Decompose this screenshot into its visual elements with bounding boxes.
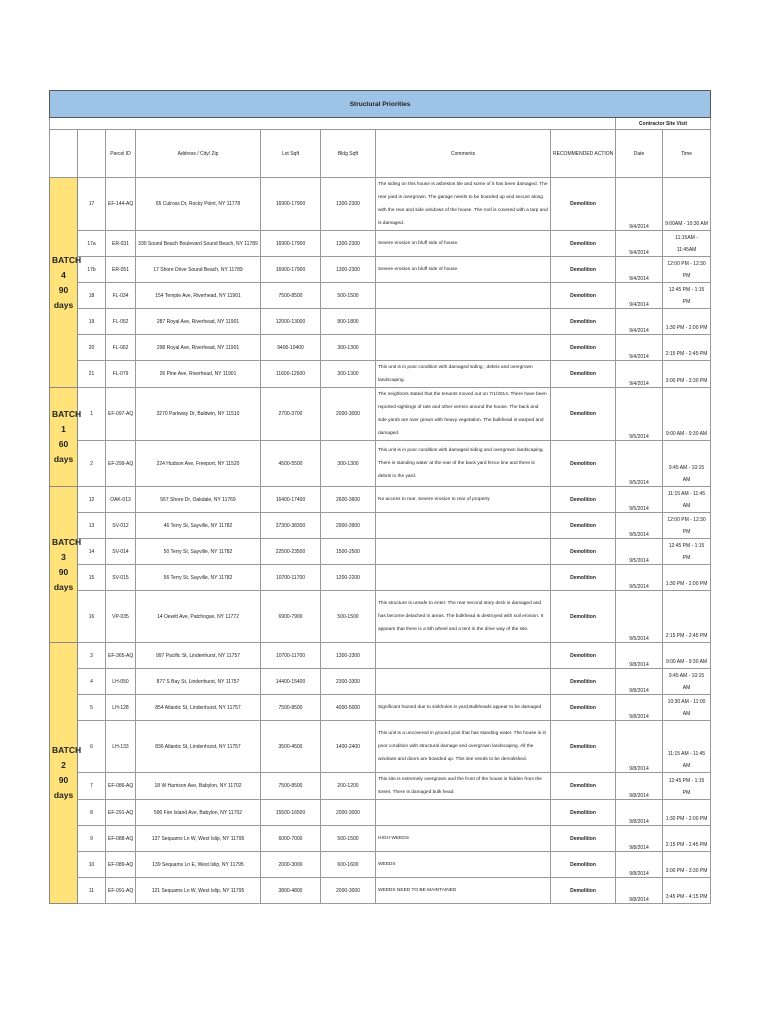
lot-sqft: 37300-38300 xyxy=(261,513,321,539)
address: 224 Hudson Ave, Freeport, NY 11520 xyxy=(136,441,261,487)
parcel-id: EF-097-AQ xyxy=(106,388,136,441)
bldg-sqft-header: Bldg Sqft xyxy=(321,130,376,178)
lot-sqft: 7500-8500 xyxy=(261,695,321,721)
lot-sqft: 2000-3000 xyxy=(261,852,321,878)
lot-sqft: 3800-4800 xyxy=(261,878,321,904)
table-row xyxy=(50,643,711,669)
visit-date: 9/5/2014 xyxy=(616,591,663,643)
parcel-id: ER-051 xyxy=(106,257,136,283)
address: 154 Temple Ave, Riverhead, NY 11901 xyxy=(136,283,261,309)
recommended-action: Demolition xyxy=(551,361,616,388)
bldg-sqft: 500-1500 xyxy=(321,826,376,852)
parcel-id: VP-035 xyxy=(106,591,136,643)
date-header: Date xyxy=(616,130,663,178)
bldg-sqft: 1300-2300 xyxy=(321,643,376,669)
bldg-sqft: 1400-2400 xyxy=(321,721,376,773)
address: 877 S Bay St, Lindenhurst, NY 11757 xyxy=(136,669,261,695)
comment xyxy=(376,643,551,669)
address: 14 Dewitt Ave, Patchogue, NY 11772 xyxy=(136,591,261,643)
row-number: 21 xyxy=(78,361,106,388)
batch-label xyxy=(50,487,82,643)
visit-date: 9/4/2014 xyxy=(616,309,663,335)
visit-date: 9/4/2014 xyxy=(616,231,663,257)
recommended-action: Demolition xyxy=(551,335,616,361)
batch-label xyxy=(50,643,82,904)
recommended-action: Demolition xyxy=(551,539,616,565)
parcel-id: OAK-013 xyxy=(106,487,136,513)
parcel-id: SV-012 xyxy=(106,513,136,539)
visit-time: 2:15 PM - 2:45 PM xyxy=(663,591,711,643)
recommended-action: Demolition xyxy=(551,669,616,695)
table-row xyxy=(50,335,711,361)
visit-time: 9:00AM - 10:30 AM xyxy=(663,178,711,231)
parcel-id: FL-079 xyxy=(106,361,136,388)
table-row xyxy=(50,591,711,643)
visit-time: 10:30 AM - 11:00 AM xyxy=(663,695,711,721)
address: 50 Terry St, Sayville, NY 11782 xyxy=(136,539,261,565)
lot-sqft-header: Lot Sqft xyxy=(261,130,321,178)
visit-time: 12:45 PM - 1:15 PM xyxy=(663,283,711,309)
bldg-sqft: 2900-3900 xyxy=(321,513,376,539)
bldg-sqft: 1300-2300 xyxy=(321,257,376,283)
recommended-action: Demolition xyxy=(551,695,616,721)
row-number: 11 xyxy=(78,878,106,904)
lot-sqft: 6000-7000 xyxy=(261,826,321,852)
batch-label-line: days xyxy=(53,299,74,310)
bldg-sqft: 2300-3300 xyxy=(321,669,376,695)
bldg-sqft: 4000-5000 xyxy=(321,695,376,721)
recommended-action: Demolition xyxy=(551,231,616,257)
visit-time: 11:15AM - 11:45AM xyxy=(663,231,711,257)
lot-sqft: 10700-11700 xyxy=(261,565,321,591)
visit-date: 9/8/2014 xyxy=(616,721,663,773)
parcel-id: EF-291-AQ xyxy=(106,800,136,826)
visit-time: 3:45 PM - 4:15 PM xyxy=(663,878,711,904)
lot-sqft: 7500-8500 xyxy=(261,773,321,800)
table-row xyxy=(50,773,711,800)
parcel-id: EF-091-AQ xyxy=(106,878,136,904)
comment: No access to rear, Severe erosion to rear of property xyxy=(376,487,551,513)
address: 330 Sound Beach Boulevard Sound Beach, NY 11789 xyxy=(136,231,261,257)
parcel-id: LH-133 xyxy=(106,721,136,773)
batch-label-line: BATCH xyxy=(52,536,82,547)
visit-date: 9/5/2014 xyxy=(616,513,663,539)
address: 121 Sequams Ln W, West Islip, NY 11795 xyxy=(136,878,261,904)
visit-date: 9/8/2014 xyxy=(616,826,663,852)
bldg-sqft: 200-1200 xyxy=(321,773,376,800)
lot-sqft: 9400-10400 xyxy=(261,335,321,361)
visit-date: 9/4/2014 xyxy=(616,257,663,283)
lot-sqft: 3500-4500 xyxy=(261,721,321,773)
comment xyxy=(376,539,551,565)
row-number: 15 xyxy=(78,565,106,591)
bldg-sqft: 2600-3600 xyxy=(321,487,376,513)
comment: This unit is in poor condition with damaged siding , debris and overgrown landscaping. xyxy=(376,361,551,388)
visit-time: 9:45 AM - 10:15 AM xyxy=(663,669,711,695)
parcel-id: LH-050 xyxy=(106,669,136,695)
visit-time: 12:45 PM - 1:15 PM xyxy=(663,539,711,565)
table-row xyxy=(50,721,711,773)
batch-label-line: 90 xyxy=(58,775,69,785)
bldg-sqft: 300-1300 xyxy=(321,335,376,361)
visit-date: 9/5/2014 xyxy=(616,388,663,441)
recommended-action: Demolition xyxy=(551,257,616,283)
visit-date: 9/5/2014 xyxy=(616,565,663,591)
row-number: 14 xyxy=(78,539,106,565)
batch-label-line: 4 xyxy=(61,269,66,280)
row-number: 6 xyxy=(78,721,106,773)
comment xyxy=(376,565,551,591)
recommended-action: Demolition xyxy=(551,565,616,591)
visit-time: 2:15 PM - 2:45 PM xyxy=(663,335,711,361)
comment: HIGH WEEDS xyxy=(376,826,551,852)
visit-time: 3:00 PM - 3:30 PM xyxy=(663,361,711,388)
lot-sqft: 16400-17400 xyxy=(261,487,321,513)
visit-time: 12:45 PM - 1:15 PM xyxy=(663,773,711,800)
table-row xyxy=(50,257,711,283)
comment: This unit is in poor condition with damaged siding and overgrown landscaping. There is standing water at the rear of the back yard fence line and there is debris in the yard. xyxy=(376,441,551,487)
bldg-sqft: 800-1800 xyxy=(321,309,376,335)
address: 56 Terry St, Sayville, NY 11782 xyxy=(136,565,261,591)
visit-date: 9/4/2014 xyxy=(616,178,663,231)
parcel-id: EF-365-AQ xyxy=(106,643,136,669)
batch-label-line: BATCH xyxy=(52,254,82,265)
comment: This structure is unsafe to enter. The rear second story deck is damaged and has become detached in areas. The bulkhead is destroyed with soil erosion. It appears that there is a 5th wheel and a tent in the drive way of the site. xyxy=(376,591,551,643)
visit-date: 9/8/2014 xyxy=(616,669,663,695)
lot-sqft: 15500-16500 xyxy=(261,800,321,826)
comment: WEEDS xyxy=(376,852,551,878)
address: 997 Pacific St, Lindenhurst, NY 11757 xyxy=(136,643,261,669)
comment xyxy=(376,335,551,361)
bldg-sqft: 500-1500 xyxy=(321,283,376,309)
table-row xyxy=(50,852,711,878)
visit-date: 9/5/2014 xyxy=(616,539,663,565)
address: 854 Atlantic St, Lindenhurst, NY 11757 xyxy=(136,695,261,721)
lot-sqft: 16900-17900 xyxy=(261,178,321,231)
address: 298 Royal Ave, Riverhead, NY 11901 xyxy=(136,335,261,361)
table-row xyxy=(50,178,711,231)
recommended-action: Demolition xyxy=(551,178,616,231)
batch-label-line: BATCH xyxy=(52,409,82,419)
row-number: 7 xyxy=(78,773,106,800)
row-number: 12 xyxy=(78,487,106,513)
bldg-sqft: 1200-2200 xyxy=(321,565,376,591)
visit-date: 9/5/2014 xyxy=(616,441,663,487)
recommended-action: Demolition xyxy=(551,721,616,773)
lot-sqft: 12000-13000 xyxy=(261,309,321,335)
visit-time: 9:00 AM - 9:30 AM xyxy=(663,388,711,441)
visit-time: 11:15 AM - 11:45 AM xyxy=(663,487,711,513)
parcel-id: FL-052 xyxy=(106,309,136,335)
row-number: 17a xyxy=(78,231,106,257)
row-number: 1 xyxy=(78,388,106,441)
visit-time: 3:00 PM - 3:30 PM xyxy=(663,852,711,878)
visit-time: 12:00 PM - 12:30 PM xyxy=(663,513,711,539)
visit-date: 9/8/2014 xyxy=(616,695,663,721)
recommended-action: Demolition xyxy=(551,773,616,800)
lot-sqft: 7500-8500 xyxy=(261,283,321,309)
contractor-site-visit-header: Contractor Site Visit xyxy=(616,118,711,130)
visit-time: 2:15 PM - 2:45 PM xyxy=(663,826,711,852)
parcel-id: LH-128 xyxy=(106,695,136,721)
recommended-action: Demolition xyxy=(551,283,616,309)
lot-sqft: 4500-5500 xyxy=(261,441,321,487)
row-number: 2 xyxy=(78,441,106,487)
parcel-id: EF-299-AQ xyxy=(106,441,136,487)
recommended-action: Demolition xyxy=(551,800,616,826)
comment: Significant hazard due to sinkholes in yard,Bulkheads appear to be damaged xyxy=(376,695,551,721)
table-row xyxy=(50,441,711,487)
row-number: 17 xyxy=(78,178,106,231)
address: 65 Culross Dr, Rocky Point, NY 11778 xyxy=(136,178,261,231)
batch-label-line: 60 xyxy=(58,439,69,449)
parcel-id: EF-089-AQ xyxy=(106,852,136,878)
sheet-title: Structural Priorities xyxy=(50,91,711,118)
table-row xyxy=(50,800,711,826)
comment: The neighbors stated that the tenants moved out on 7/1/2014. There have been reported sightings of rats and other vermin around the house. The back and side yards are over grown with heavy vegetation. The bulkhead is warped and damaged. xyxy=(376,388,551,441)
visit-time: 1:30 PM - 2:00 PM xyxy=(663,309,711,335)
visit-date: 9/4/2014 xyxy=(616,283,663,309)
address: 836 Atlantic St, Lindenhurst, NY 11757 xyxy=(136,721,261,773)
table-row xyxy=(50,565,711,591)
recommended-action: Demolition xyxy=(551,643,616,669)
parcel-id-header: Parcel ID xyxy=(106,130,136,178)
table-row xyxy=(50,388,711,441)
batch-label-line: BATCH xyxy=(52,745,82,755)
table-row xyxy=(50,669,711,695)
parcel-id: EF-086-AQ xyxy=(106,773,136,800)
lot-sqft: 10700-11700 xyxy=(261,643,321,669)
table-row xyxy=(50,283,711,309)
visit-time: 11:15 AM - 11:45 AM xyxy=(663,721,711,773)
bldg-sqft: 500-1500 xyxy=(321,591,376,643)
bldg-sqft: 1500-2500 xyxy=(321,539,376,565)
address: 46 Terry St, Sayville, NY 11782 xyxy=(136,513,261,539)
row-number: 17b xyxy=(78,257,106,283)
address: 137 Sequams Ln W, West Islip, NY 11795 xyxy=(136,826,261,852)
address: 17 Shore Drive Sound Beach, NY 11789 xyxy=(136,257,261,283)
batch-label-line: 90 xyxy=(58,566,69,577)
batch-label-line: days xyxy=(53,581,74,592)
batch-label-line: days xyxy=(53,790,74,800)
recommended-action: Demolition xyxy=(551,309,616,335)
row-number: 8 xyxy=(78,800,106,826)
address: 590 Fire Island Ave, Babylon, NY 11702 xyxy=(136,800,261,826)
row-number: 16 xyxy=(78,591,106,643)
parcel-id: FL-034 xyxy=(106,283,136,309)
visit-date: 9/8/2014 xyxy=(616,800,663,826)
visit-time: 1:30 PM - 2:00 PM xyxy=(663,565,711,591)
comment xyxy=(376,669,551,695)
address: 26 Pine Ave, Riverhead, NY 11901 xyxy=(136,361,261,388)
address: 567 Shore Dr, Oakdale, NY 11769 xyxy=(136,487,261,513)
row-number: 5 xyxy=(78,695,106,721)
comment xyxy=(376,800,551,826)
bldg-sqft: 300-1300 xyxy=(321,441,376,487)
row-number: 4 xyxy=(78,669,106,695)
batch-label-line: 90 xyxy=(58,284,69,295)
recommended-action: Demolition xyxy=(551,878,616,904)
lot-sqft: 14400-15400 xyxy=(261,669,321,695)
table-row xyxy=(50,539,711,565)
row-number: 10 xyxy=(78,852,106,878)
batch-label xyxy=(50,178,82,388)
comment: Severe erosion on bluff side of house. xyxy=(376,231,551,257)
comment: The siding on this house is asbestos tile and some of it has been damaged. The rear yard is overgrown. The garage needs to be boarded up and secure along with the rear and side windows of the house. The roof is covered with a tarp and is damaged. xyxy=(376,178,551,231)
visit-date: 9/4/2014 xyxy=(616,335,663,361)
batch-label-line: days xyxy=(53,454,74,464)
bldg-sqft: 300-1300 xyxy=(321,361,376,388)
comment: WEEDS NEED TO BE MAINTAINED xyxy=(376,878,551,904)
time-header: Time xyxy=(663,130,711,178)
row-number: 20 xyxy=(78,335,106,361)
address: 18 W Harrison Ave, Babylon, NY 11702 xyxy=(136,773,261,800)
bldg-sqft: 1300-2300 xyxy=(321,178,376,231)
table-row xyxy=(50,231,711,257)
priorities-table xyxy=(49,90,711,904)
lot-sqft: 16900-17900 xyxy=(261,231,321,257)
structural-priorities-sheet xyxy=(49,90,710,904)
visit-time: 9:00 AM - 9:30 AM xyxy=(663,643,711,669)
parcel-id: SV-014 xyxy=(106,539,136,565)
row-number: 19 xyxy=(78,309,106,335)
table-row xyxy=(50,487,711,513)
comment: Severe erosion on bluff side of house. xyxy=(376,257,551,283)
row-number: 9 xyxy=(78,826,106,852)
recommended-action: Demolition xyxy=(551,441,616,487)
recommended-action-header: RECOMMENDED ACTION xyxy=(551,130,616,178)
address: 287 Royal Ave, Riverhead, NY 11901 xyxy=(136,309,261,335)
lot-sqft: 22500-23500 xyxy=(261,539,321,565)
batch-label-line: 1 xyxy=(61,424,66,434)
lot-sqft: 6900-7900 xyxy=(261,591,321,643)
row-number: 3 xyxy=(78,643,106,669)
lot-sqft: 11600-12600 xyxy=(261,361,321,388)
bldg-sqft: 2000-3000 xyxy=(321,800,376,826)
table-row xyxy=(50,826,711,852)
batch-label-line: 3 xyxy=(61,551,66,562)
table-row xyxy=(50,878,711,904)
recommended-action: Demolition xyxy=(551,388,616,441)
visit-date: 9/8/2014 xyxy=(616,643,663,669)
lot-sqft: 16900-17900 xyxy=(261,257,321,283)
row-number: 13 xyxy=(78,513,106,539)
address-header: Address / City/ Zip xyxy=(136,130,261,178)
bldg-sqft: 2000-3000 xyxy=(321,878,376,904)
recommended-action: Demolition xyxy=(551,826,616,852)
visit-date: 9/8/2014 xyxy=(616,852,663,878)
address: 139 Sequams Ln E, West Islip, NY 11795 xyxy=(136,852,261,878)
visit-time: 12:00 PM - 12:30 PM xyxy=(663,257,711,283)
table-row xyxy=(50,361,711,388)
visit-date: 9/8/2014 xyxy=(616,878,663,904)
comments-header: Comments xyxy=(376,130,551,178)
visit-date: 9/5/2014 xyxy=(616,487,663,513)
visit-date: 9/4/2014 xyxy=(616,361,663,388)
parcel-id: FL-062 xyxy=(106,335,136,361)
comment xyxy=(376,283,551,309)
parcel-id: ER-031 xyxy=(106,231,136,257)
visit-time: 1:30 PM - 2:00 PM xyxy=(663,800,711,826)
recommended-action: Demolition xyxy=(551,852,616,878)
table-row xyxy=(50,513,711,539)
recommended-action: Demolition xyxy=(551,487,616,513)
bldg-sqft: 600-1600 xyxy=(321,852,376,878)
visit-date: 9/8/2014 xyxy=(616,773,663,800)
row-number: 18 xyxy=(78,283,106,309)
batch-label xyxy=(50,388,82,487)
comment: This unit is a uncovered in ground pool that has standing water. The house is in poor condition with structural damage and overgrown landscaping. All the windows and doors are boarded up. This site needs to be demolished. xyxy=(376,721,551,773)
parcel-id: EF-088-AQ xyxy=(106,826,136,852)
address: 3270 Parkway Dr, Baldwin, NY 11510 xyxy=(136,388,261,441)
parcel-id: SV-015 xyxy=(106,565,136,591)
bldg-sqft: 2000-3000 xyxy=(321,388,376,441)
table-row xyxy=(50,695,711,721)
recommended-action: Demolition xyxy=(551,513,616,539)
comment xyxy=(376,513,551,539)
bldg-sqft: 1300-2300 xyxy=(321,231,376,257)
visit-time: 9:45 AM - 10:15 AM xyxy=(663,441,711,487)
comment: This site is extremely overgrown and the front of the house is hidden from the street. There is damaged bulk head. xyxy=(376,773,551,800)
table-row xyxy=(50,309,711,335)
parcel-id: EF-144-AQ xyxy=(106,178,136,231)
recommended-action: Demolition xyxy=(551,591,616,643)
batch-label-line: 2 xyxy=(61,760,66,770)
comment xyxy=(376,309,551,335)
lot-sqft: 2700-3700 xyxy=(261,388,321,441)
